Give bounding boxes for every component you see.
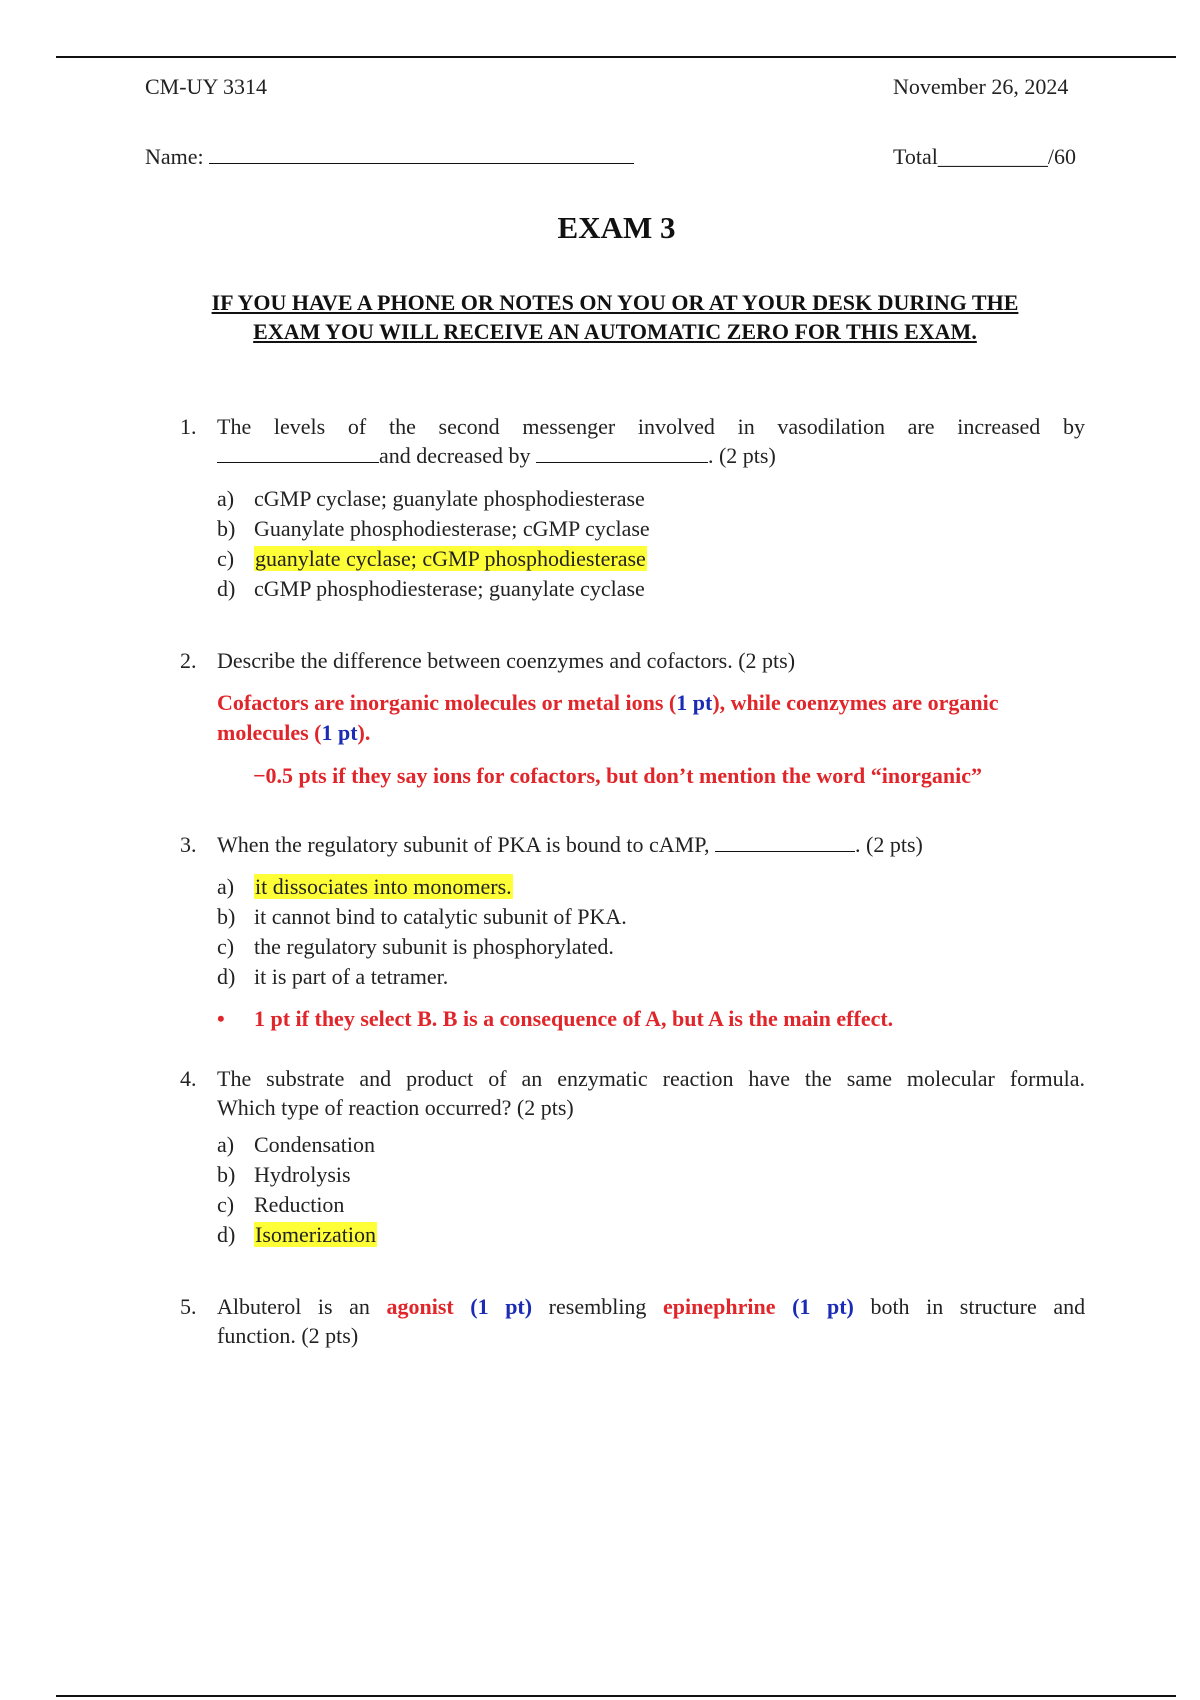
option-label: d) (217, 576, 236, 601)
question-3-text: When the regulatory subunit of PKA is bound to cAMP, (217, 832, 710, 857)
option-text: cGMP phosphodiesterase; guanylate cyclase (254, 576, 645, 601)
question-number: 3. (180, 832, 197, 857)
top-rule (56, 56, 1176, 58)
question-1-mid: and decreased by (379, 443, 531, 468)
question-5-line-1 (217, 1292, 1085, 1321)
question-1-options (217, 484, 650, 604)
option-d[interactable] (217, 962, 627, 992)
question-3-end: . (2 pts) (855, 832, 923, 857)
option-d[interactable] (217, 574, 650, 604)
option-label: b) (217, 1162, 236, 1187)
warning-line-2: EXAM YOU WILL RECEIVE AN AUTOMATIC ZERO FOR THIS EXAM. (253, 319, 977, 344)
question-text: resembling (548, 1294, 647, 1319)
paren: ) (524, 1294, 533, 1319)
answer-agonist: agonist (386, 1294, 454, 1319)
total-max: /60 (1047, 144, 1077, 169)
option-label: c) (217, 934, 235, 959)
answer-line-1 (217, 688, 1085, 718)
option-b[interactable] (217, 514, 650, 544)
option-c[interactable] (217, 1190, 377, 1220)
question-4-line-1: The substrate and product of an enzymatic reaction have the same molecular formula. (217, 1066, 1085, 1091)
highlighted-answer: guanylate cyclase; cGMP phosphodiesterase (255, 546, 646, 571)
question-3-note (217, 1004, 1085, 1034)
name-field[interactable] (209, 145, 634, 164)
option-a[interactable] (217, 1130, 377, 1160)
option-a-correct[interactable] (217, 872, 627, 902)
question-5 (180, 1292, 1085, 1350)
partial-credit-note: 1 pt if they select B. B is a consequence of A, but A is the main effect. (254, 1006, 894, 1031)
question-2-text: Describe the difference between coenzymes and cofactors. (2 pts) (217, 648, 796, 673)
option-text: Hydrolysis (254, 1162, 351, 1187)
question-3 (180, 830, 1085, 859)
grading-note (253, 761, 1093, 791)
warning-line-1: IF YOU HAVE A PHONE OR NOTES ON YOU OR AT YOUR DESK DURING THE (211, 290, 1019, 315)
option-b[interactable] (217, 1160, 377, 1190)
question-1-end: . (2 pts) (707, 443, 776, 468)
question-text: both in structure and (870, 1294, 1086, 1319)
option-text: cGMP cyclase; guanylate phosphodiesterase (254, 486, 645, 511)
deduction-note: −0.5 pts if they say ions for cofactors, but don’t mention the word “inorganic” (253, 763, 982, 788)
option-c[interactable] (217, 932, 627, 962)
course-code: CM-UY 3314 (145, 74, 268, 99)
option-label: d) (217, 1222, 236, 1247)
question-number: 5. (180, 1294, 197, 1319)
paren: ( (470, 1294, 478, 1319)
option-c-correct[interactable] (217, 544, 650, 574)
answer-line-2 (217, 718, 1085, 748)
point-value: 1 pt (676, 690, 713, 715)
question-3-options (217, 872, 627, 992)
option-text: the regulatory subunit is phosphorylated. (254, 934, 614, 959)
option-label: a) (217, 1132, 235, 1157)
option-label: b) (217, 904, 236, 929)
paren: ) (846, 1294, 854, 1319)
answer-text: molecules ( (217, 720, 322, 745)
answer-blank[interactable] (715, 837, 855, 852)
answer-blank[interactable] (536, 448, 708, 463)
total-line (893, 144, 1076, 170)
highlighted-answer: Isomerization (255, 1222, 376, 1247)
option-text: Guanylate phosphodiesterase; cGMP cyclase (254, 516, 650, 541)
option-a[interactable] (217, 484, 650, 514)
question-1-line-2 (217, 441, 1085, 470)
question-4-options (217, 1130, 377, 1250)
name-line (145, 144, 634, 170)
question-4-line-2: Which type of reaction occurred? (2 pts) (217, 1095, 574, 1120)
option-label: a) (217, 874, 235, 899)
option-label: d) (217, 964, 236, 989)
point-value: 1 pt (799, 1294, 847, 1319)
name-label: Name: (145, 144, 204, 169)
question-3-line (217, 830, 1085, 859)
question-1 (180, 412, 1085, 470)
exam-title: EXAM 3 (557, 210, 676, 245)
paren: ( (792, 1294, 800, 1319)
question-text: Albuterol is an (217, 1294, 370, 1319)
highlighted-answer: it dissociates into monomers. (255, 874, 512, 899)
phone-warning (150, 288, 1080, 346)
option-text: it is part of a tetramer. (254, 964, 449, 989)
answer-text: Cofactors are inorganic molecules or metal ions ( (217, 690, 677, 715)
point-value: 1 pt (477, 1294, 525, 1319)
question-number: 1. (180, 414, 197, 439)
exam-date: November 26, 2024 (893, 74, 1069, 99)
option-b[interactable] (217, 902, 627, 932)
answer-blank[interactable] (217, 448, 379, 463)
question-2 (180, 646, 1085, 675)
question-2-answer (217, 688, 1085, 748)
option-label: a) (217, 486, 235, 511)
option-label: c) (217, 546, 235, 571)
option-text: Condensation (254, 1132, 375, 1157)
answer-text: ). (357, 720, 371, 745)
total-label: Total (893, 144, 938, 169)
option-label: b) (217, 516, 236, 541)
bottom-rule (56, 1695, 1176, 1697)
point-value: 1 pt (321, 720, 358, 745)
bullet-icon: • (217, 1006, 225, 1031)
question-4 (180, 1064, 1085, 1122)
option-label: c) (217, 1192, 235, 1217)
question-number: 2. (180, 648, 197, 673)
answer-text: ), while coenzymes are organic (712, 690, 999, 715)
question-5-line-2: function. (2 pts) (217, 1323, 359, 1348)
question-number: 4. (180, 1066, 197, 1091)
total-blank[interactable]: __________ (937, 144, 1048, 169)
answer-epinephrine: epinephrine (663, 1294, 776, 1319)
option-d-correct[interactable] (217, 1220, 377, 1250)
option-text: it cannot bind to catalytic subunit of PKA. (254, 904, 627, 929)
question-1-line-1: The levels of the second messenger involved in vasodilation are increased by (217, 414, 1085, 439)
option-text: Reduction (254, 1192, 345, 1217)
